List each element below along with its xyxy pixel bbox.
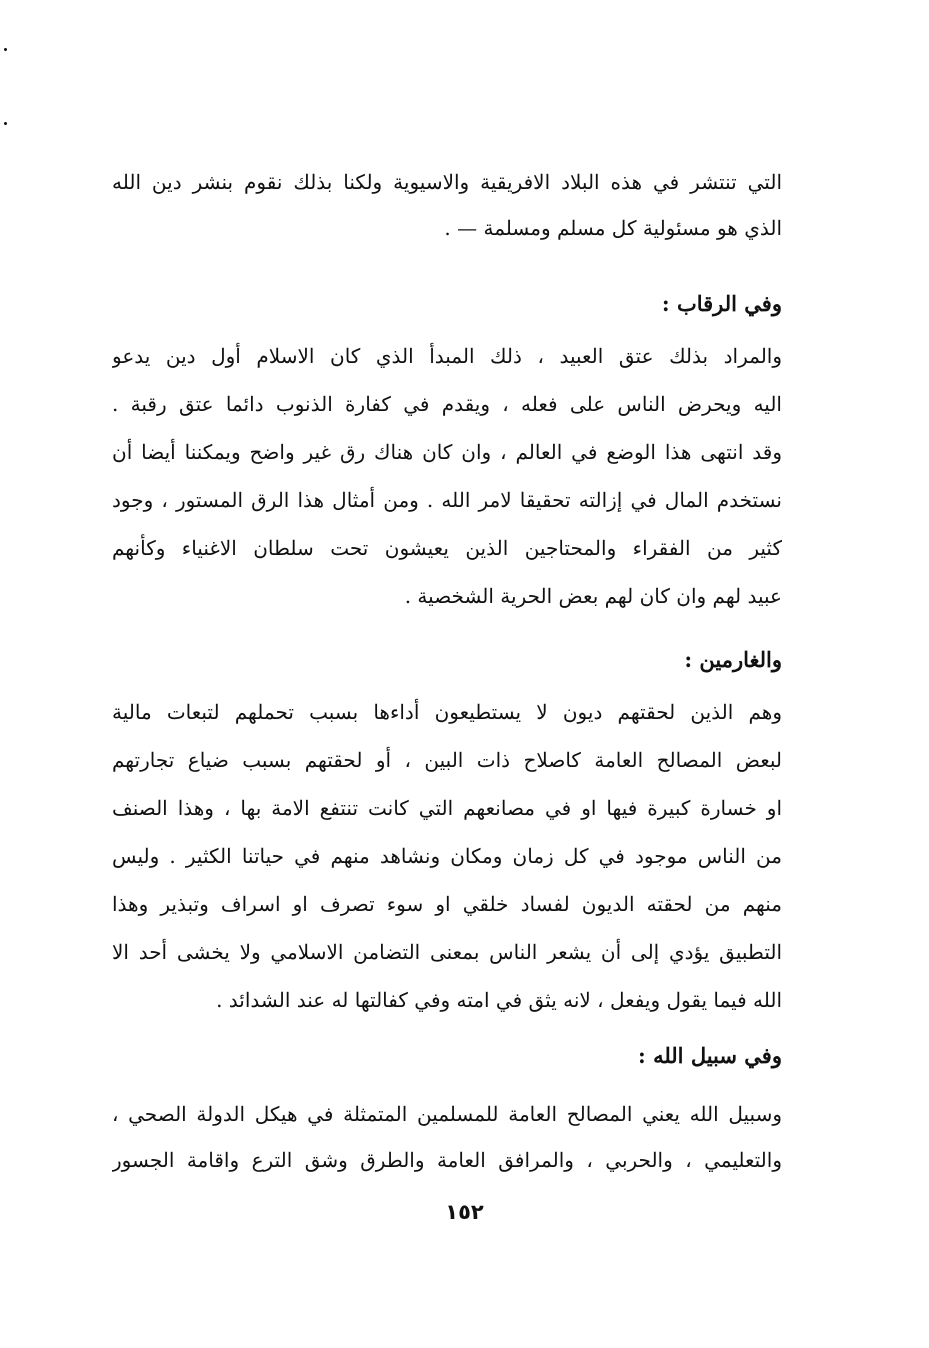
paragraph-line: الله فيما يقول ويفعل ، لانه يثق في امته وفي كفالتها له عند الشدائد . (216, 988, 782, 1012)
paragraph-line: او خسارة كبيرة فيها او في مصانعهم التي كانت تنتفع الامة بها ، وهذا الصنف (112, 796, 782, 820)
paragraph-line: وسبيل الله يعني المصالح العامة للمسلمين المتمثلة في هيكل الدولة الصحي ، (112, 1102, 782, 1126)
page-body (112, 158, 782, 1188)
paragraph-line: نستخدم المال في إزالته تحقيقا لامر الله . ومن أمثال هذا الرق المستور ، وجود (112, 488, 782, 512)
paragraph-line: من الناس موجود في كل زمان ومكان ونشاهد منهم في حياتنا الكثير . وليس (112, 844, 782, 868)
paragraph-line: التي تنتشر في هذه البلاد الافريقية والاسيوية ولكنا بذلك نقوم بنشر دين الله (112, 170, 782, 194)
scan-speck (4, 122, 7, 125)
scan-speck (4, 48, 7, 51)
paragraph-line: والمراد بذلك عتق العبيد ، ذلك المبدأ الذي كان الاسلام أول دين يدعو (112, 344, 782, 368)
paragraph-line: كثير من الفقراء والمحتاجين الذين يعيشون تحت سلطان الاغنياء وكأنهم (112, 536, 782, 560)
paragraph-line: لبعض المصالح العامة كاصلاح ذات البين ، أو لحقتهم بسبب ضياع تجارتهم (112, 748, 782, 772)
paragraph-line: الذي هو مسئولية كل مسلم ومسلمة — . (444, 216, 782, 240)
paragraph-line: منهم من لحقته الديون لفساد خلقي او سوء تصرف او اسراف وتبذير وهذا (112, 892, 782, 916)
section-heading-sabil: وفي سبيل الله : (638, 1043, 782, 1068)
section-heading-gharimin: والغارمين : (684, 647, 782, 672)
paragraph-line: وقد انتهى هذا الوضع في العالم ، وان كان هناك رق غير واضح ويمكننا أيضا أن (112, 440, 782, 464)
section-heading-riqab: وفي الرقاب : (661, 291, 782, 316)
paragraph-line: اليه ويحرض الناس على فعله ، ويقدم في كفارة الذنوب دائما عتق رقبة . (112, 392, 782, 416)
paragraph-line: والتعليمي ، والحربي ، والمرافق العامة والطرق وشق الترع واقامة الجسور (112, 1148, 782, 1172)
page-number: ١٥٢ (445, 1200, 484, 1224)
paragraph-line: التطبيق يؤدي إلى أن يشعر الناس بمعنى التضامن الاسلامي ولا يخشى أحد الا (112, 940, 782, 964)
paragraph-line: وهم الذين لحقتهم ديون لا يستطيعون أداءها بسبب تحملهم لتبعات مالية (112, 700, 782, 724)
paragraph-line: عبيد لهم وان كان لهم بعض الحرية الشخصية . (404, 584, 782, 608)
